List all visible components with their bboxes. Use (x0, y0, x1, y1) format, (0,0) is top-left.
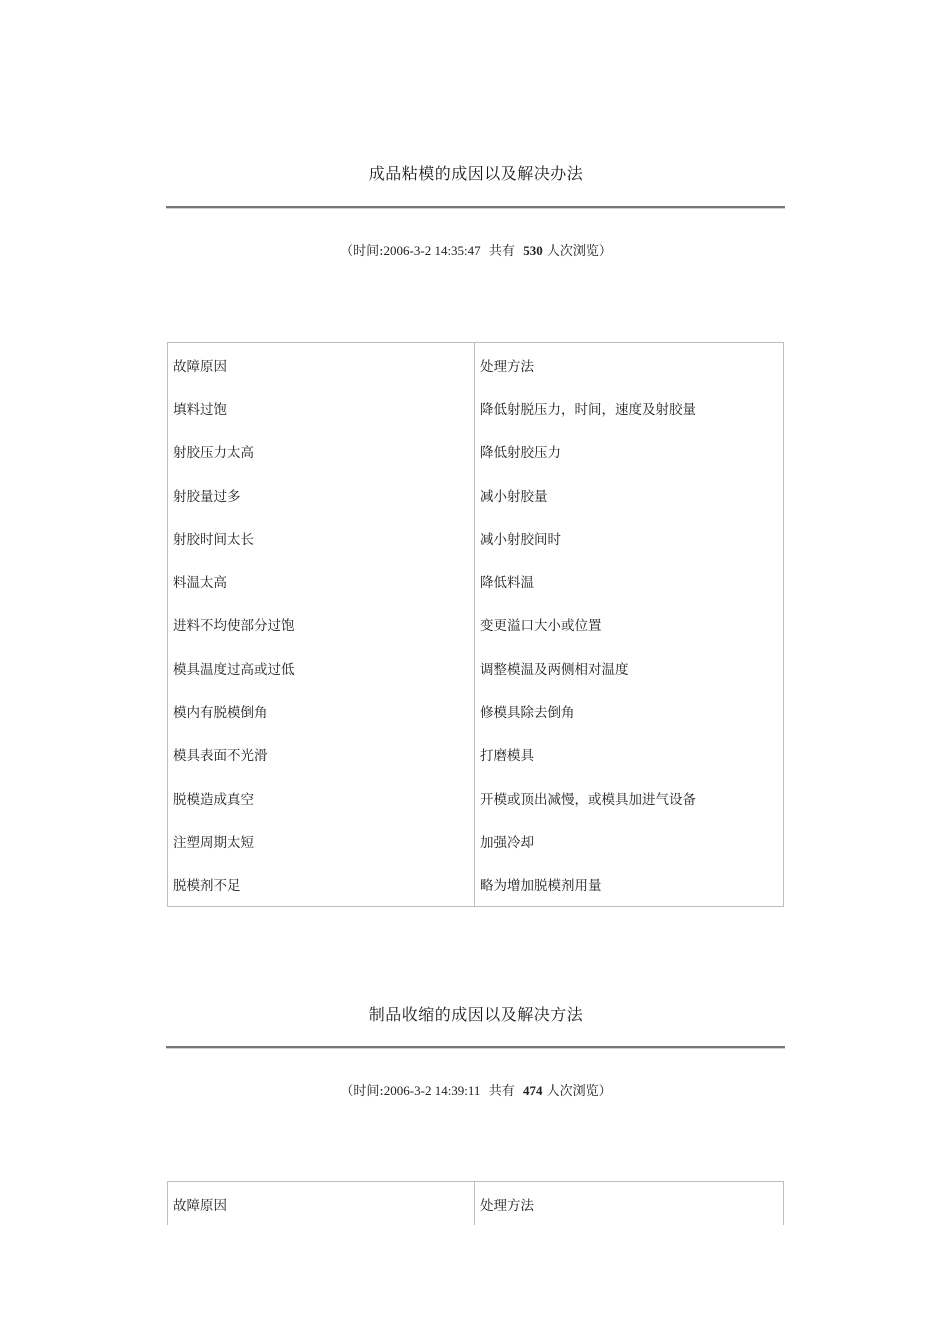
cause-cell: 模具温度过高或过低 (168, 646, 475, 689)
header-solution: 处理方法 (475, 343, 784, 387)
meta-middle: 共有 (480, 244, 524, 259)
table-header-row (168, 1182, 784, 1226)
meta-suffix: 人次浏览） (542, 1084, 612, 1099)
view-count: 530 (523, 243, 543, 258)
table-row (168, 516, 784, 559)
header-cause: 故障原因 (168, 1182, 475, 1226)
cause-cell: 料温太高 (168, 559, 475, 602)
solution-cell: 降低射胶压力 (475, 430, 784, 473)
meta-suffix: 人次浏览） (542, 244, 612, 259)
table-row (168, 646, 784, 689)
table-row (168, 863, 784, 907)
section-1-meta (166, 240, 786, 259)
table-row (168, 733, 784, 776)
view-count: 474 (522, 1083, 543, 1098)
solution-cell: 修模具除去倒角 (475, 689, 784, 732)
meta-prefix: （时间: (340, 1084, 384, 1099)
cause-cell: 射胶压力太高 (168, 430, 475, 473)
solution-cell: 减小射胶间时 (475, 516, 784, 559)
table-row (168, 776, 784, 819)
cause-cell: 模内有脱模倒角 (168, 689, 475, 732)
table-header-row (168, 343, 784, 387)
section-2-divider (166, 1046, 785, 1049)
solution-cell: 调整模温及两侧相对温度 (475, 646, 784, 689)
section-1-divider (166, 206, 785, 209)
cause-cell: 模具表面不光滑 (168, 733, 475, 776)
table-row (168, 689, 784, 732)
meta-prefix: （时间: (340, 244, 384, 259)
table-row (168, 473, 784, 516)
solution-cell: 开模或顶出减慢，或模具加进气设备 (475, 776, 784, 819)
solution-cell: 打磨模具 (475, 733, 784, 776)
section-1-title: 成品粘模的成因以及解决办法 (368, 164, 584, 183)
cause-cell: 脱模造成真空 (168, 776, 475, 819)
section-2-title: 制品收缩的成因以及解决方法 (368, 1005, 584, 1024)
cause-cell: 填料过饱 (168, 386, 475, 429)
cause-cell: 注塑周期太短 (168, 819, 475, 862)
section-2-table (167, 1181, 784, 1225)
section-1-table (167, 342, 784, 907)
header-solution: 处理方法 (475, 1182, 784, 1226)
solution-cell: 减小射胶量 (475, 473, 784, 516)
cause-cell: 射胶时间太长 (168, 516, 475, 559)
meta-datetime: 2006-3-2 14:39:11 (383, 1083, 481, 1098)
header-cause: 故障原因 (168, 343, 475, 387)
table-row (168, 819, 784, 862)
solution-cell: 加强冷却 (475, 819, 784, 862)
solution-cell: 变更溢口大小或位置 (475, 603, 784, 646)
table-row (168, 386, 784, 429)
meta-middle: 共有 (480, 1084, 523, 1099)
cause-cell: 射胶量过多 (168, 473, 475, 516)
table-row (168, 430, 784, 473)
table-row (168, 559, 784, 602)
section-2-meta (166, 1080, 786, 1099)
solution-cell: 降低料温 (475, 559, 784, 602)
cause-cell: 脱模剂不足 (168, 863, 475, 907)
meta-datetime: 2006-3-2 14:35:47 (383, 243, 481, 258)
cause-cell: 进料不均使部分过饱 (168, 603, 475, 646)
table-row (168, 603, 784, 646)
solution-cell: 略为增加脱模剂用量 (475, 863, 784, 907)
solution-cell: 降低射脱压力，时间，速度及射胶量 (475, 386, 784, 429)
